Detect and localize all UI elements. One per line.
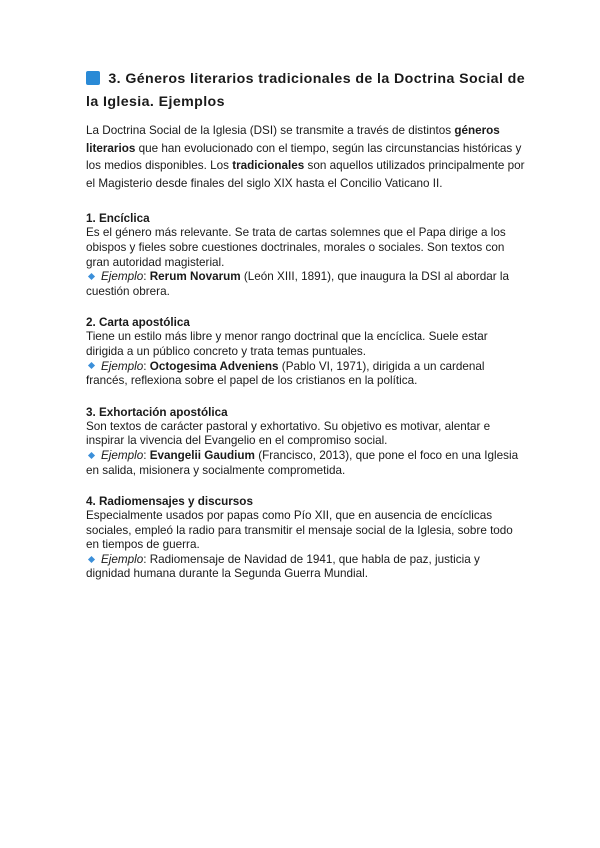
diamond-bullet-icon	[88, 273, 95, 280]
intro-text-1: La Doctrina Social de la Iglesia (DSI) se transmite a través de distintos	[86, 124, 455, 137]
section-enciclica	[86, 211, 526, 299]
example-sep: :	[143, 448, 150, 462]
intro-text-2: que han evolucionado con el tiempo, según las circunstancias históricas y los medios disponibles. Los	[86, 141, 522, 173]
section-carta-apostolica	[86, 315, 526, 388]
section-title: 3. Exhortación apostólica	[86, 405, 228, 419]
example-text: Radiomensaje de Navidad de 1941, que habla de paz, justicia y dignidad humana durante la Segunda Guerra Mundial.	[86, 552, 480, 581]
example-sep: :	[143, 552, 150, 566]
section-body: Es el género más relevante. Se trata de cartas solemnes que el Papa dirige a los obispos y fieles sobre cuestiones doctrinales, morales o sociales. Son textos con gran autoridad magisterial.	[86, 226, 506, 269]
section-body: Son textos de carácter pastoral y exhortativo. Su objetivo es motivar, alentar e inspirar la vivencia del Evangelio en el compromiso social.	[86, 419, 491, 448]
section-radiomensajes	[86, 494, 526, 582]
section-body: Especialmente usados por papas como Pío XII, que en ausencia de encíclicas sociales, empleó la radio para transmitir el mensaje social de la Iglesia, sobre todo en tiempos de guerra.	[86, 509, 513, 552]
intro-paragraph	[86, 122, 526, 192]
example-title: Octogesima Adveniens	[149, 359, 279, 373]
section-title: 1. Encíclica	[86, 212, 150, 226]
intro-bold-1: géneros literarios	[86, 124, 500, 155]
example-label: Ejemplo	[101, 552, 144, 566]
example-line	[86, 553, 526, 582]
example-line	[86, 270, 526, 299]
document-content	[86, 68, 526, 598]
section-title: 4. Radiomensajes y discursos	[86, 495, 253, 509]
section-heading	[86, 68, 526, 114]
example-text: (Pablo VI, 1971), dirigida a un cardenal francés, reflexiona sobre el papel de los cristianos en la política.	[86, 359, 485, 388]
intro-text-3: son aquellos utilizados principalmente por el Magisterio desde finales del siglo XIX hasta el Concilio Vaticano II.	[86, 159, 525, 190]
section-exhortacion-apostolica	[86, 405, 526, 478]
heading-text: 3. Géneros literarios tradicionales de la Doctrina Social de la Iglesia. Ejemplos	[86, 71, 526, 110]
blue-square-icon	[86, 71, 100, 85]
example-sep: :	[143, 359, 150, 373]
example-sep: :	[143, 270, 150, 284]
section-title: 2. Carta apostólica	[86, 316, 190, 330]
example-title: Rerum Novarum	[149, 270, 241, 284]
example-label: Ejemplo	[101, 359, 144, 373]
diamond-bullet-icon	[88, 362, 95, 369]
example-text: (León XIII, 1891), que inaugura la DSI al abordar la cuestión obrera.	[86, 270, 510, 298]
example-line	[86, 449, 526, 478]
intro-bold-2: tradicionales	[232, 159, 305, 173]
example-label: Ejemplo	[101, 270, 144, 284]
diamond-bullet-icon	[88, 556, 95, 563]
example-label: Ejemplo	[101, 448, 144, 462]
section-body: Tiene un estilo más libre y menor rango doctrinal que la encíclica. Suele estar dirigida a un público concreto y trata temas puntuales.	[86, 330, 488, 358]
example-line	[86, 360, 526, 389]
example-title: Evangelii Gaudium	[149, 448, 255, 462]
diamond-bullet-icon	[88, 452, 95, 459]
example-text: (Francisco, 2013), que pone el foco en una Iglesia en salida, misionera y socialmente comprometida.	[86, 448, 519, 477]
